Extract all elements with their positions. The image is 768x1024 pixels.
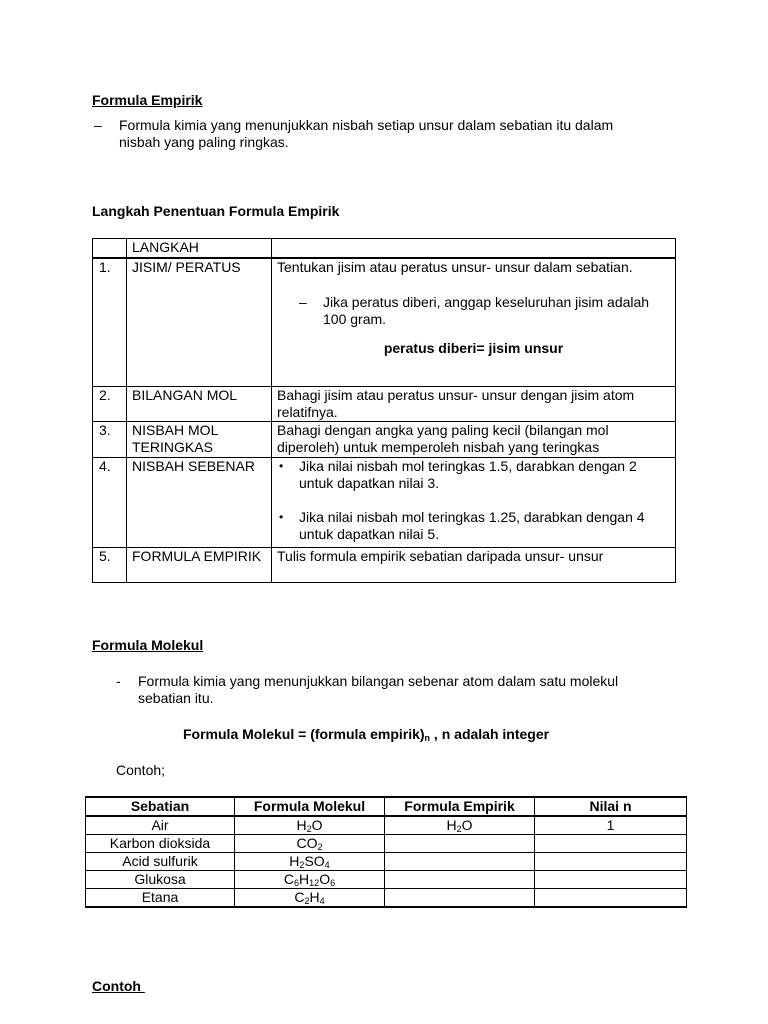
- n-value: 1: [535, 816, 687, 835]
- compound-name: Karbon dioksida: [86, 835, 235, 853]
- formula-symbol: O: [319, 871, 331, 887]
- molecular-formula: [235, 853, 385, 871]
- example-label: Contoh;: [116, 762, 166, 778]
- formula-symbol: H: [296, 817, 307, 833]
- definition-empirik: [119, 117, 613, 151]
- formula-subscript: 2: [299, 860, 305, 870]
- heading-formula-empirik: Formula Empirik: [92, 92, 203, 108]
- molecule-table-body: [86, 816, 687, 907]
- header-formula-empirik: Formula Empirik: [385, 797, 535, 816]
- n-value: [535, 835, 687, 853]
- heading-langkah: Langkah Penentuan Formula Empirik: [92, 203, 340, 219]
- bullet-text: Jika nilai nisbah mol teringkas 1.25, darabkan dengan 4 untuk dapatkan nilai 5.: [299, 508, 645, 542]
- dash-note: [299, 294, 670, 328]
- bullet-marker: •: [279, 458, 284, 473]
- compound-name: Acid sulfurik: [86, 853, 235, 871]
- formula-subscript: 4: [324, 860, 330, 870]
- table-row: [93, 386, 676, 421]
- formula-subscript: 4: [319, 896, 325, 906]
- dash-marker: –: [94, 117, 102, 133]
- step-num: 1.: [93, 258, 127, 386]
- formula-subscript: 2: [317, 842, 323, 852]
- equation-tail: , n adalah integer: [430, 726, 550, 742]
- formula-symbol: C: [283, 871, 295, 887]
- empirical-formula: [385, 835, 535, 853]
- dash-marker: –: [299, 294, 307, 310]
- step-desc: [272, 258, 676, 386]
- header-sebatian: Sebatian: [86, 797, 235, 816]
- definition-empirik-line1: Formula kimia yang menunjukkan nisbah setiap unsur dalam sebatian itu dalam: [119, 117, 614, 133]
- table-row: [86, 853, 687, 871]
- formula-symbol: O: [461, 817, 473, 833]
- empirical-formula: [385, 889, 535, 908]
- table-row: [86, 871, 687, 889]
- n-value: [535, 871, 687, 889]
- table-row: [93, 457, 676, 547]
- header-formula-molekul: Formula Molekul: [235, 797, 385, 816]
- step-name: NISBAH SEBENAR: [127, 457, 272, 547]
- formula-subscript: 2: [304, 896, 310, 906]
- n-value: [535, 889, 687, 908]
- definition-molekul: [138, 673, 618, 707]
- step-num: 5.: [93, 547, 127, 582]
- empirical-formula: [385, 816, 535, 835]
- equation-subscript: n: [424, 733, 431, 743]
- dash-note-text: Jika peratus diberi, anggap keseluruhan jisim adalah 100 gram.: [323, 294, 650, 327]
- formula-symbol: SO: [304, 853, 325, 869]
- formula-symbol: CO: [296, 835, 318, 851]
- empirical-formula: [385, 853, 535, 871]
- formula-symbol: H: [299, 871, 310, 887]
- header-desc-cell: [272, 239, 676, 259]
- n-value: [535, 853, 687, 871]
- dash-marker: -: [116, 673, 121, 689]
- table-row: [93, 547, 676, 582]
- step-name: FORMULA EMPIRIK: [127, 547, 272, 582]
- definition-molekul-line1: Formula kimia yang menunjukkan bilangan sebenar atom dalam satu molekul: [138, 673, 619, 689]
- equation-main: Formula Molekul = (formula empirik): [183, 726, 425, 742]
- bullet-item: [279, 509, 670, 543]
- bullet-text: Jika nilai nisbah mol teringkas 1.5, darabkan dengan 2 untuk dapatkan nilai 3.: [299, 457, 637, 491]
- empirical-formula: [385, 871, 535, 889]
- molecular-formula: [235, 889, 385, 908]
- header-langkah: LANGKAH: [127, 239, 272, 259]
- molecular-formula: [235, 816, 385, 835]
- formula-symbol: C: [294, 889, 305, 905]
- heading-contoh-text: Contoh: [92, 978, 141, 994]
- steps-table: [92, 238, 676, 583]
- definition-molekul-line2: sebatian itu.: [138, 690, 214, 706]
- molecular-formula: [235, 835, 385, 853]
- step-num: 4.: [93, 457, 127, 547]
- formula-subscript: 6: [294, 878, 300, 888]
- formula-subscript: 12: [309, 878, 320, 888]
- bullet-marker: •: [279, 509, 284, 524]
- header-num-cell: [93, 239, 127, 259]
- table-row: [86, 889, 687, 908]
- table-row: [93, 421, 676, 457]
- step-desc-text: Tentukan jisim atau peratus unsur- unsur dalam sebatian.: [277, 259, 633, 275]
- step-name: JISIM/ PERATUS: [127, 258, 272, 386]
- definition-empirik-line2: nisbah yang paling ringkas.: [119, 134, 289, 150]
- heading-contoh: [92, 978, 145, 995]
- step-desc: Tulis formula empirik sebatian daripada unsur- unsur: [272, 547, 676, 582]
- molecule-header-row: [86, 797, 687, 816]
- formula-subscript: 2: [456, 824, 462, 834]
- equation-formula-molekul: [183, 726, 549, 743]
- step-desc: Bahagi jisim atau peratus unsur- unsur dengan jisim atom relatifnya.: [272, 386, 676, 421]
- table-row: [86, 835, 687, 853]
- formula-subscript: 2: [306, 824, 312, 834]
- step-desc: [272, 457, 676, 547]
- steps-header-row: [93, 239, 676, 259]
- step-name: NISBAH MOL TERINGKAS: [127, 421, 272, 457]
- step-desc: Bahagi dengan angka yang paling kecil (bilangan mol diperoleh) untuk memperoleh nisbah yang teringkas: [272, 421, 676, 457]
- compound-name: Glukosa: [86, 871, 235, 889]
- molecular-formula: [235, 871, 385, 889]
- header-nilai-n: Nilai n: [535, 797, 687, 816]
- formula-symbol: H: [446, 817, 457, 833]
- formula-symbol: H: [289, 853, 300, 869]
- table-row: [86, 816, 687, 835]
- step-num: 2.: [93, 386, 127, 421]
- formula-subscript: 6: [330, 878, 336, 888]
- molecule-table: [85, 796, 687, 908]
- formula-symbol: H: [309, 889, 320, 905]
- table-row: [93, 258, 676, 386]
- compound-name: Air: [86, 816, 235, 835]
- formula-symbol: O: [311, 817, 323, 833]
- bullet-item: [279, 458, 670, 492]
- emphasis-text: peratus diberi= jisim unsur: [383, 340, 564, 356]
- heading-formula-molekul: Formula Molekul: [92, 637, 204, 653]
- step-num: 3.: [93, 421, 127, 457]
- step-name: BILANGAN MOL: [127, 386, 272, 421]
- compound-name: Etana: [86, 889, 235, 908]
